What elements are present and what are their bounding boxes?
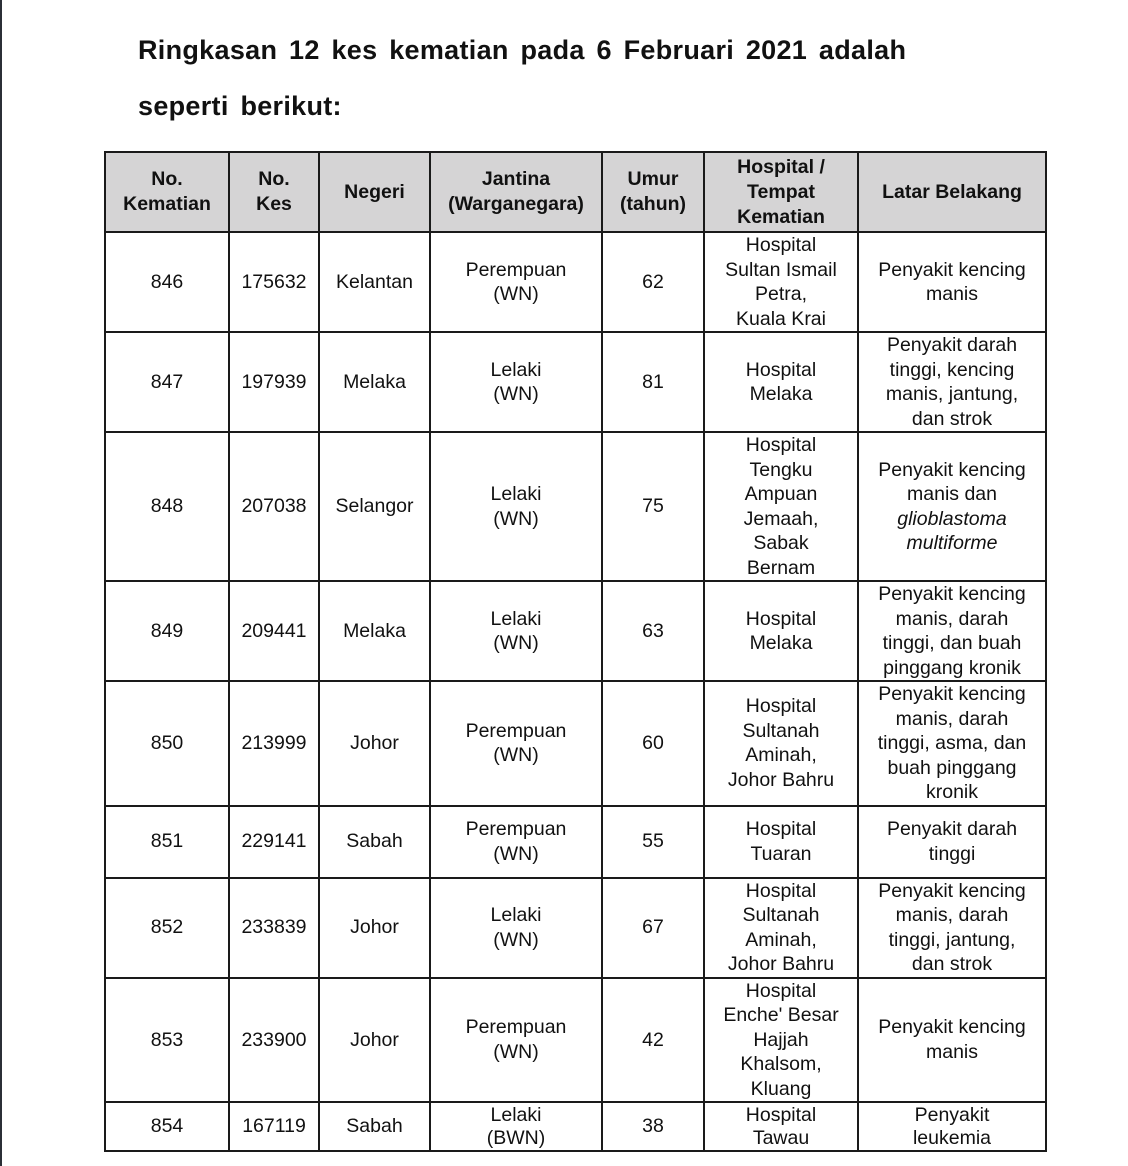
death-cases-table [104,151,1047,1152]
cell-jantina: Lelaki (WN) [430,332,602,432]
cell-umur: 42 [602,978,704,1103]
header-umur: Umur (tahun) [602,152,704,232]
cell-hospital: Hospital Melaka [704,332,858,432]
latar-belakang-italic-text: glioblastoma multiforme [897,507,1007,554]
cell-latar-belakang: Penyakit kencing manis, darah tinggi, jantung, dan strok [858,878,1046,978]
cell-jantina: Lelaki (WN) [430,878,602,978]
table-row [105,581,1046,681]
header-no-kematian: No. Kematian [105,152,229,232]
cell-negeri: Sabah [319,1102,430,1151]
cell-no-kes: 175632 [229,232,319,332]
latar-belakang-text: Penyakit kencing manis dan [878,458,1026,505]
table-row [105,878,1046,978]
heading-line-1: Ringkasan 12 kes kematian pada 6 Februari 2021 adalah [138,35,907,65]
cell-negeri: Johor [319,878,430,978]
header-no-kes: No. Kes [229,152,319,232]
cell-hospital: Hospital Melaka [704,581,858,681]
cell-no-kematian: 846 [105,232,229,332]
cell-no-kes: 207038 [229,432,319,581]
cell-latar-belakang: Penyakit leukemia [858,1102,1046,1151]
cell-jantina: Perempuan (WN) [430,681,602,806]
cell-latar-belakang: Penyakit kencing manis [858,978,1046,1103]
cell-negeri: Kelantan [319,232,430,332]
cell-no-kes: 233839 [229,878,319,978]
cell-hospital: Hospital Sultan Ismail Petra, Kuala Krai [704,232,858,332]
cell-negeri: Selangor [319,432,430,581]
cell-negeri: Melaka [319,581,430,681]
cell-no-kematian: 852 [105,878,229,978]
cell-umur: 67 [602,878,704,978]
cell-hospital: Hospital Tengku Ampuan Jemaah, Sabak Bernam [704,432,858,581]
table-row [105,978,1046,1103]
cell-no-kematian: 853 [105,978,229,1103]
cell-hospital: Hospital Tawau [704,1102,858,1151]
cell-no-kematian: 848 [105,432,229,581]
cell-jantina: Lelaki (WN) [430,432,602,581]
cell-negeri: Johor [319,681,430,806]
table-row [105,1102,1046,1151]
cell-latar-belakang: Penyakit kencing manis, darah tinggi, asma, dan buah pinggang kronik [858,681,1046,806]
cell-jantina: Lelaki (WN) [430,581,602,681]
cell-hospital: Hospital Sultanah Aminah, Johor Bahru [704,878,858,978]
table-row [105,332,1046,432]
cell-no-kes: 167119 [229,1102,319,1151]
header-latar-belakang: Latar Belakang [858,152,1046,232]
table-header-row [105,152,1046,232]
cell-hospital: Hospital Enche' Besar Hajjah Khalsom, Kluang [704,978,858,1103]
cell-jantina: Perempuan (WN) [430,232,602,332]
cell-latar-belakang [858,432,1046,581]
cell-no-kes: 209441 [229,581,319,681]
cell-latar-belakang: Penyakit kencing manis [858,232,1046,332]
cell-jantina: Perempuan (WN) [430,978,602,1103]
cell-umur: 62 [602,232,704,332]
cell-jantina: Perempuan (WN) [430,806,602,878]
cell-no-kes: 233900 [229,978,319,1103]
cell-no-kes: 213999 [229,681,319,806]
cell-latar-belakang: Penyakit darah tinggi, kencing manis, jantung, dan strok [858,332,1046,432]
cell-negeri: Sabah [319,806,430,878]
cell-umur: 81 [602,332,704,432]
header-negeri: Negeri [319,152,430,232]
cell-negeri: Melaka [319,332,430,432]
cell-umur: 60 [602,681,704,806]
header-jantina: Jantina (Warganegara) [430,152,602,232]
table-row [105,432,1046,581]
cell-no-kematian: 847 [105,332,229,432]
cell-negeri: Johor [319,978,430,1103]
cell-umur: 38 [602,1102,704,1151]
table-row [105,806,1046,878]
heading-line-2: seperti berikut: [138,91,342,121]
cell-umur: 55 [602,806,704,878]
header-hospital: Hospital / Tempat Kematian [704,152,858,232]
cell-jantina: Lelaki (BWN) [430,1102,602,1151]
cell-no-kes: 197939 [229,332,319,432]
cell-no-kematian: 850 [105,681,229,806]
cell-no-kes: 229141 [229,806,319,878]
cell-hospital: Hospital Tuaran [704,806,858,878]
cell-umur: 63 [602,581,704,681]
cell-latar-belakang: Penyakit kencing manis, darah tinggi, dan buah pinggang kronik [858,581,1046,681]
table-row [105,232,1046,332]
cell-hospital: Hospital Sultanah Aminah, Johor Bahru [704,681,858,806]
cell-no-kematian: 854 [105,1102,229,1151]
table-row [105,681,1046,806]
cell-umur: 75 [602,432,704,581]
cell-latar-belakang: Penyakit darah tinggi [858,806,1046,878]
page-heading [138,22,1038,134]
cell-no-kematian: 851 [105,806,229,878]
cell-no-kematian: 849 [105,581,229,681]
window-edge [0,0,2,1166]
